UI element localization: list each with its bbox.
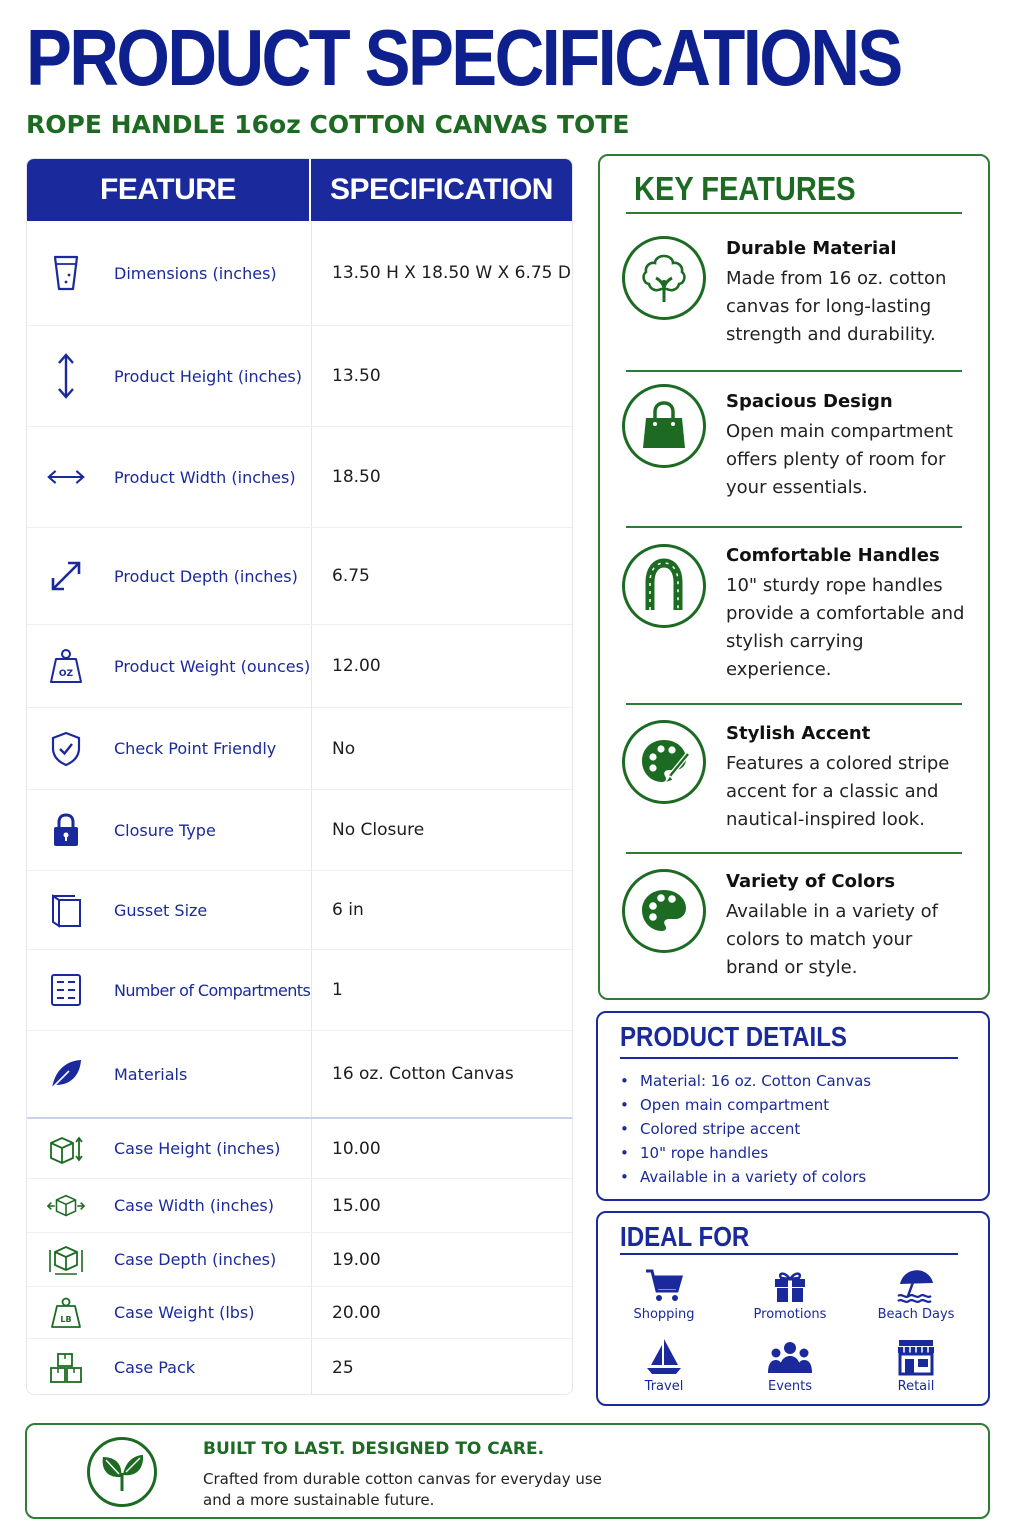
ideal-for-label: Shopping — [633, 1307, 695, 1322]
divider — [626, 852, 962, 854]
table-row — [27, 708, 572, 790]
ideal-for-title: IDEAL FOR — [620, 1221, 750, 1252]
feature-text: Open main compartment offers plenty of room for your essentials. — [726, 421, 953, 498]
ideal-for-label: Travel — [644, 1379, 684, 1394]
spec-table — [26, 158, 573, 1395]
shield-check-icon — [47, 730, 85, 768]
rope-handle-icon — [622, 544, 706, 628]
header-specification: SPECIFICATION — [330, 173, 553, 206]
spec-table-header — [27, 159, 572, 221]
row-value: 25 — [332, 1357, 354, 1378]
box-height-icon — [47, 1130, 85, 1168]
row-label: Case Height (inches) — [114, 1139, 281, 1158]
row-value: 1 — [332, 980, 343, 1000]
box-width-icon — [47, 1187, 85, 1225]
boxes-icon — [47, 1349, 85, 1387]
storefront-icon — [856, 1337, 976, 1377]
row-label: Number of Compartments — [114, 980, 311, 1000]
table-row — [27, 221, 572, 326]
table-row — [27, 625, 572, 708]
feature-title: Comfortable Handles — [726, 545, 940, 566]
palette-brush-icon — [622, 720, 706, 804]
sailboat-icon — [604, 1337, 724, 1377]
list-item: • Colored stripe accent — [620, 1117, 871, 1141]
row-value: 13.50 — [332, 366, 381, 386]
ideal-for-item — [856, 1337, 976, 1394]
row-label: Case Width (inches) — [114, 1196, 274, 1215]
ideal-for-item — [856, 1265, 976, 1322]
product-details-list — [620, 1069, 871, 1189]
compartments-icon — [47, 971, 85, 1009]
palette-icon — [622, 869, 706, 953]
table-row — [27, 1339, 572, 1395]
table-row — [27, 790, 572, 871]
list-item: • Available in a variety of colors — [620, 1165, 871, 1189]
footer-title: BUILT TO LAST. DESIGNED TO CARE. — [203, 1439, 545, 1459]
table-row — [27, 871, 572, 950]
row-value: 18.50 — [332, 467, 381, 487]
footer-text: Crafted from durable cotton canvas for everyday use and a more sustainable future. — [203, 1470, 602, 1509]
row-value: 12.00 — [332, 656, 381, 676]
divider — [626, 212, 962, 214]
row-label: Product Height (inches) — [114, 366, 302, 386]
product-details-panel — [596, 1011, 990, 1201]
row-value: No — [332, 738, 356, 759]
row-label: Gusset Size — [114, 900, 208, 920]
feature-title: Spacious Design — [726, 391, 893, 412]
vertical-arrow-icon — [47, 357, 85, 395]
ideal-for-label: Promotions — [753, 1307, 827, 1322]
row-label: Check Point Friendly — [114, 739, 277, 758]
header-feature: FEATURE — [27, 159, 311, 221]
bag-icon — [622, 384, 706, 468]
ideal-for-item — [730, 1265, 850, 1322]
weight-oz-icon — [47, 647, 85, 685]
table-row — [27, 427, 572, 528]
ideal-for-item — [604, 1337, 724, 1394]
list-item: • 10" rope handles — [620, 1141, 871, 1165]
row-label: Materials — [114, 1064, 188, 1084]
row-label: Case Pack — [114, 1358, 196, 1377]
table-row — [27, 326, 572, 427]
divider — [620, 1253, 958, 1255]
beach-umbrella-icon — [856, 1265, 976, 1305]
diagonal-arrow-icon — [47, 557, 85, 595]
table-row — [27, 950, 572, 1031]
row-label: Product Width (inches) — [114, 467, 296, 487]
row-label: Case Weight (lbs) — [114, 1303, 255, 1322]
list-item: • Open main compartment — [620, 1093, 871, 1117]
row-value: 19.00 — [332, 1249, 381, 1270]
key-features-title: KEY FEATURES — [634, 170, 856, 207]
page-title: PRODUCT SPECIFICATIONS — [26, 13, 901, 102]
row-value: 6.75 — [332, 566, 370, 586]
ideal-for-label: Retail — [897, 1379, 935, 1394]
row-label: Dimensions (inches) — [114, 263, 277, 283]
row-value: 20.00 — [332, 1302, 381, 1323]
row-value: 6 in — [332, 900, 364, 920]
ideal-for-label: Events — [767, 1379, 812, 1394]
row-label: Product Weight (ounces) — [114, 656, 311, 676]
gift-icon — [730, 1265, 850, 1305]
book-icon — [47, 891, 85, 929]
people-icon — [730, 1337, 850, 1377]
box-depth-icon — [47, 1241, 85, 1279]
divider — [626, 370, 962, 372]
key-features-panel — [598, 154, 990, 1000]
leaf-icon — [47, 1055, 85, 1093]
divider — [620, 1057, 958, 1059]
row-value: 13.50 H X 18.50 W X 6.75 D — [332, 263, 571, 283]
divider — [626, 526, 962, 528]
feature-title: Variety of Colors — [726, 871, 896, 892]
cup-icon — [47, 254, 85, 292]
row-value: 10.00 — [332, 1138, 381, 1159]
footer-banner — [25, 1423, 990, 1519]
feature-title: Durable Material — [726, 238, 897, 259]
page-subtitle: ROPE HANDLE 16oz COTTON CANVAS TOTE — [26, 110, 630, 139]
table-row — [27, 1287, 572, 1339]
row-label: Product Depth (inches) — [114, 566, 298, 586]
row-label: Closure Type — [114, 820, 216, 840]
cotton-plant-icon — [622, 236, 706, 320]
table-row — [27, 1233, 572, 1287]
table-row — [27, 528, 572, 625]
row-value: 15.00 — [332, 1195, 381, 1216]
row-label: Case Depth (inches) — [114, 1250, 277, 1269]
feature-text: Available in a variety of colors to match your brand or style. — [726, 901, 939, 978]
feature-text: Made from 16 oz. cotton canvas for long-lasting strength and durability. — [726, 268, 947, 345]
row-value: 16 oz. Cotton Canvas — [332, 1064, 514, 1084]
ideal-for-item — [730, 1337, 850, 1394]
shopping-cart-icon — [604, 1265, 724, 1305]
row-value: No Closure — [332, 820, 425, 840]
ideal-for-panel — [596, 1211, 990, 1406]
svg-text:LB: LB — [60, 1314, 72, 1324]
feature-title: Stylish Accent — [726, 723, 871, 744]
lock-icon — [47, 811, 85, 849]
weight-lb-icon — [47, 1294, 85, 1332]
feature-text: 10" sturdy rope handles provide a comfortable and stylish carrying experience. — [726, 575, 965, 680]
ideal-for-label: Beach Days — [877, 1307, 955, 1322]
leaves-icon — [87, 1437, 157, 1507]
table-row — [27, 1119, 572, 1179]
feature-text: Features a colored stripe accent for a classic and nautical-inspired look. — [726, 753, 950, 830]
product-details-title: PRODUCT DETAILS — [620, 1021, 847, 1052]
ideal-for-item — [604, 1265, 724, 1322]
list-item: • Material: 16 oz. Cotton Canvas — [620, 1069, 871, 1093]
table-row — [27, 1179, 572, 1233]
horizontal-arrow-icon — [47, 458, 85, 496]
divider — [626, 703, 962, 705]
svg-text:OZ: OZ — [58, 669, 74, 679]
table-row — [27, 1031, 572, 1119]
